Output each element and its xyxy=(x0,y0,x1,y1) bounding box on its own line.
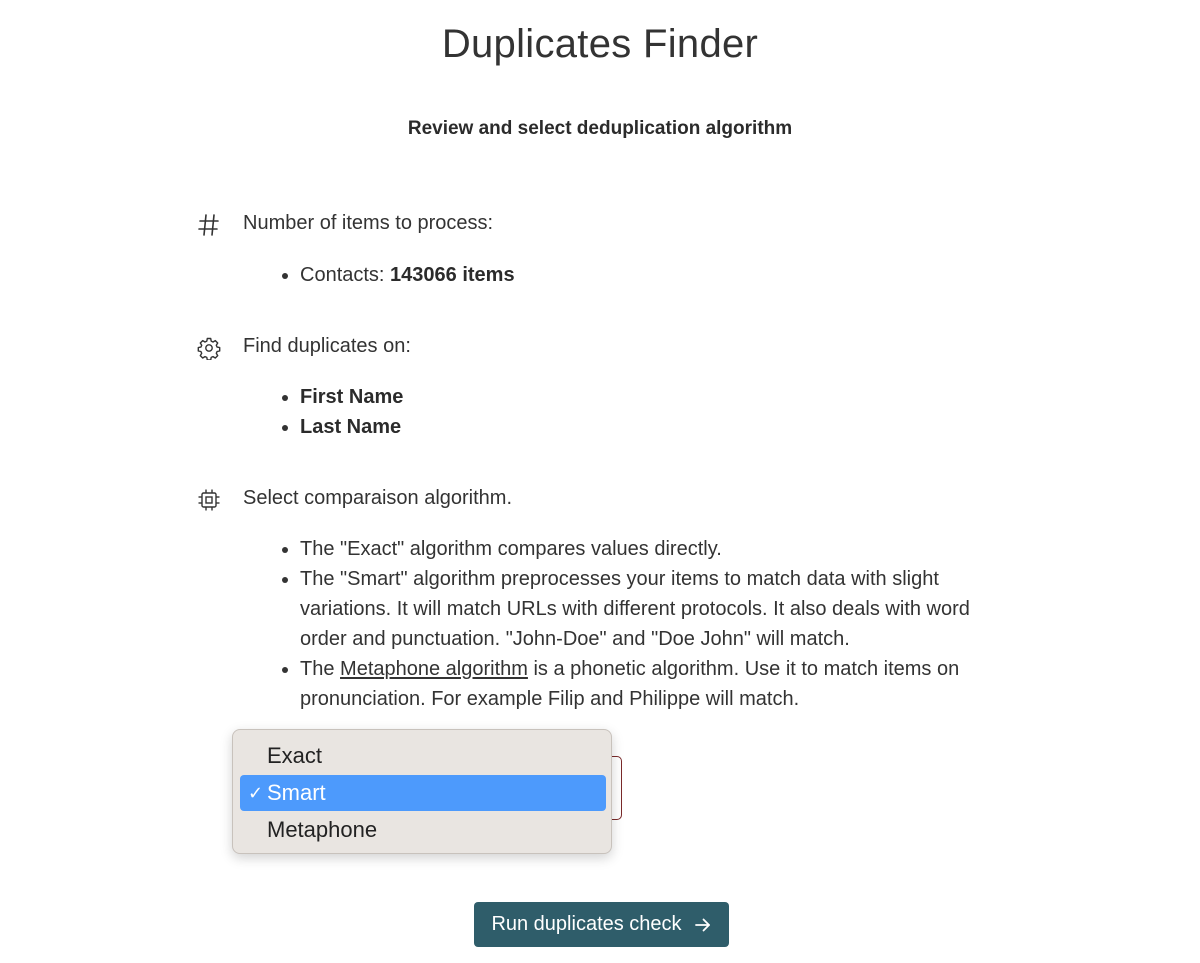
field-first-name: First Name xyxy=(300,386,404,408)
run-button-label: Run duplicates check xyxy=(491,913,682,935)
list-item xyxy=(300,654,1000,714)
contacts-label: Contacts: xyxy=(300,264,391,286)
list-item xyxy=(300,382,403,412)
option-label: Smart xyxy=(267,780,326,805)
gear-icon xyxy=(196,335,222,361)
list-item: • The "Exact" algorithm compares values directly. xyxy=(300,534,1000,564)
run-duplicates-check-button[interactable] xyxy=(474,902,729,947)
algorithm-dropdown-menu xyxy=(232,729,612,854)
page-subtitle: Review and select deduplication algorithm xyxy=(407,118,793,139)
algorithm-descriptions xyxy=(244,534,1000,714)
page-title: Duplicates Finder xyxy=(441,22,759,66)
list-item xyxy=(300,260,515,290)
algorithm-heading: Select comparaison algorithm. xyxy=(243,487,513,509)
fields-heading: Find duplicates on: xyxy=(243,335,411,357)
list-item: • The "Smart" algorithm preprocesses your items to match data with slight variations. It will match URLs with different protocols. It also deals with word order and punctuation. "John-Doe" and "Doe John" will match. xyxy=(300,564,1000,654)
arrow-right-icon xyxy=(694,916,712,934)
option-metaphone[interactable] xyxy=(240,812,606,848)
items-list xyxy=(244,260,515,290)
option-exact[interactable] xyxy=(240,738,606,774)
metaphone-link[interactable]: Metaphone algorithm xyxy=(340,658,528,680)
fields-list xyxy=(244,382,403,442)
list-item xyxy=(300,412,403,442)
option-label: Metaphone xyxy=(267,817,378,842)
cpu-chip-icon xyxy=(196,487,222,513)
option-smart[interactable] xyxy=(240,775,606,811)
option-label: Exact xyxy=(267,743,323,768)
checkmark-icon: ✓ xyxy=(248,783,264,803)
contacts-count: 143066 items xyxy=(390,264,515,286)
metaphone-prefix: The xyxy=(300,658,341,680)
metaphone-suffix: is a phonetic algorithm. Use it to match items on pronunciation. For example Filip and Philippe will match. xyxy=(300,658,960,710)
field-last-name: Last Name xyxy=(300,416,402,438)
hash-icon xyxy=(196,212,222,238)
items-heading: Number of items to process: xyxy=(243,212,494,234)
